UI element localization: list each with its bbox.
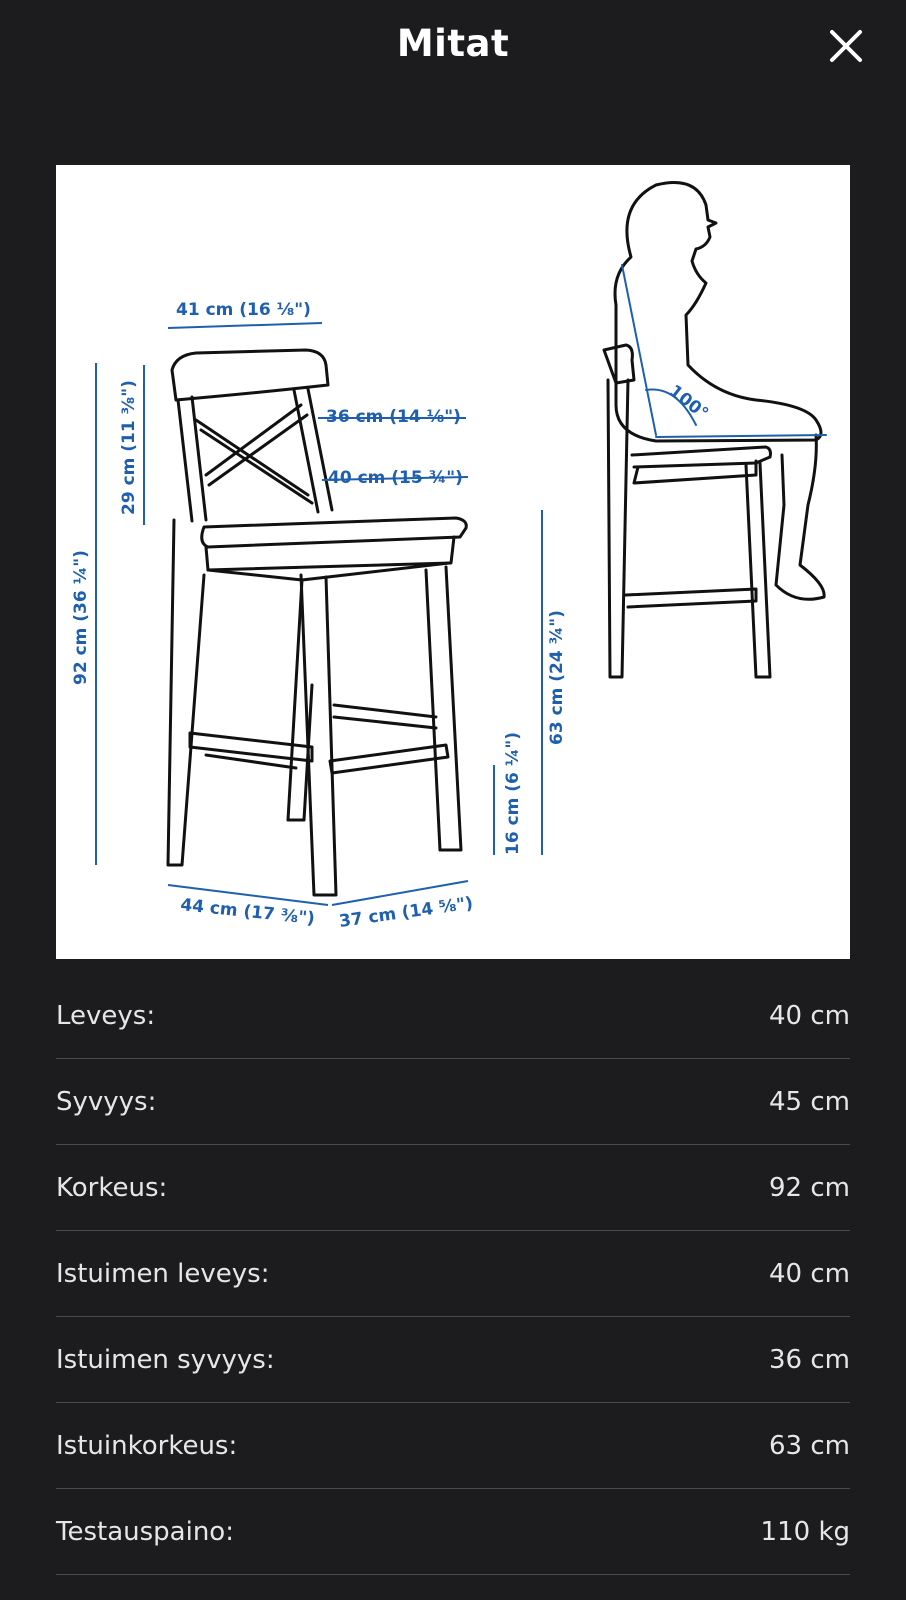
dim-seat-depth: 36 cm (14 ⅛") xyxy=(326,407,461,427)
spec-label: Istuinkorkeus: xyxy=(56,1430,238,1461)
dim-angle: 100° xyxy=(664,381,712,425)
spec-value: 45 cm xyxy=(769,1086,850,1117)
specs-list xyxy=(56,973,850,1575)
spec-label: Syvyys: xyxy=(56,1086,157,1117)
spec-value: 40 cm xyxy=(769,1000,850,1031)
spec-label: Istuimen syvyys: xyxy=(56,1344,275,1375)
spec-row xyxy=(56,1489,850,1575)
spec-label: Testauspaino: xyxy=(56,1516,234,1547)
close-icon xyxy=(824,24,868,68)
spec-value: 40 cm xyxy=(769,1258,850,1289)
dim-total-height: 92 cm (36 ¼") xyxy=(71,550,91,685)
spec-label: Leveys: xyxy=(56,1000,156,1031)
dimension-diagram xyxy=(56,165,850,959)
spec-label: Istuimen leveys: xyxy=(56,1258,270,1289)
spec-row xyxy=(56,1403,850,1489)
spec-row xyxy=(56,1317,850,1403)
dim-top-width: 41 cm (16 ⅛") xyxy=(176,300,311,320)
spec-value: 110 kg xyxy=(760,1516,850,1547)
dim-footrest-height: 16 cm (6 ¼") xyxy=(503,731,523,855)
dim-seat-width: 40 cm (15 ¾") xyxy=(328,468,463,488)
page-title: Mitat xyxy=(396,22,510,65)
bar-stool-illustration xyxy=(56,165,850,959)
modal-header xyxy=(0,0,906,92)
spec-value: 36 cm xyxy=(769,1344,850,1375)
dim-seat-height: 63 cm (24 ¾") xyxy=(547,610,567,745)
spec-value: 92 cm xyxy=(769,1172,850,1203)
spec-row xyxy=(56,973,850,1059)
close-button[interactable] xyxy=(824,24,868,68)
spec-row xyxy=(56,1059,850,1145)
dim-base-width: 44 cm (17 ⅜") xyxy=(179,895,316,930)
spec-row xyxy=(56,1145,850,1231)
dim-back-height: 29 cm (11 ⅜") xyxy=(119,380,139,515)
spec-label: Korkeus: xyxy=(56,1172,168,1203)
dim-base-depth: 37 cm (14 ⅝") xyxy=(337,893,475,932)
spec-row xyxy=(56,1231,850,1317)
spec-value: 63 cm xyxy=(769,1430,850,1461)
